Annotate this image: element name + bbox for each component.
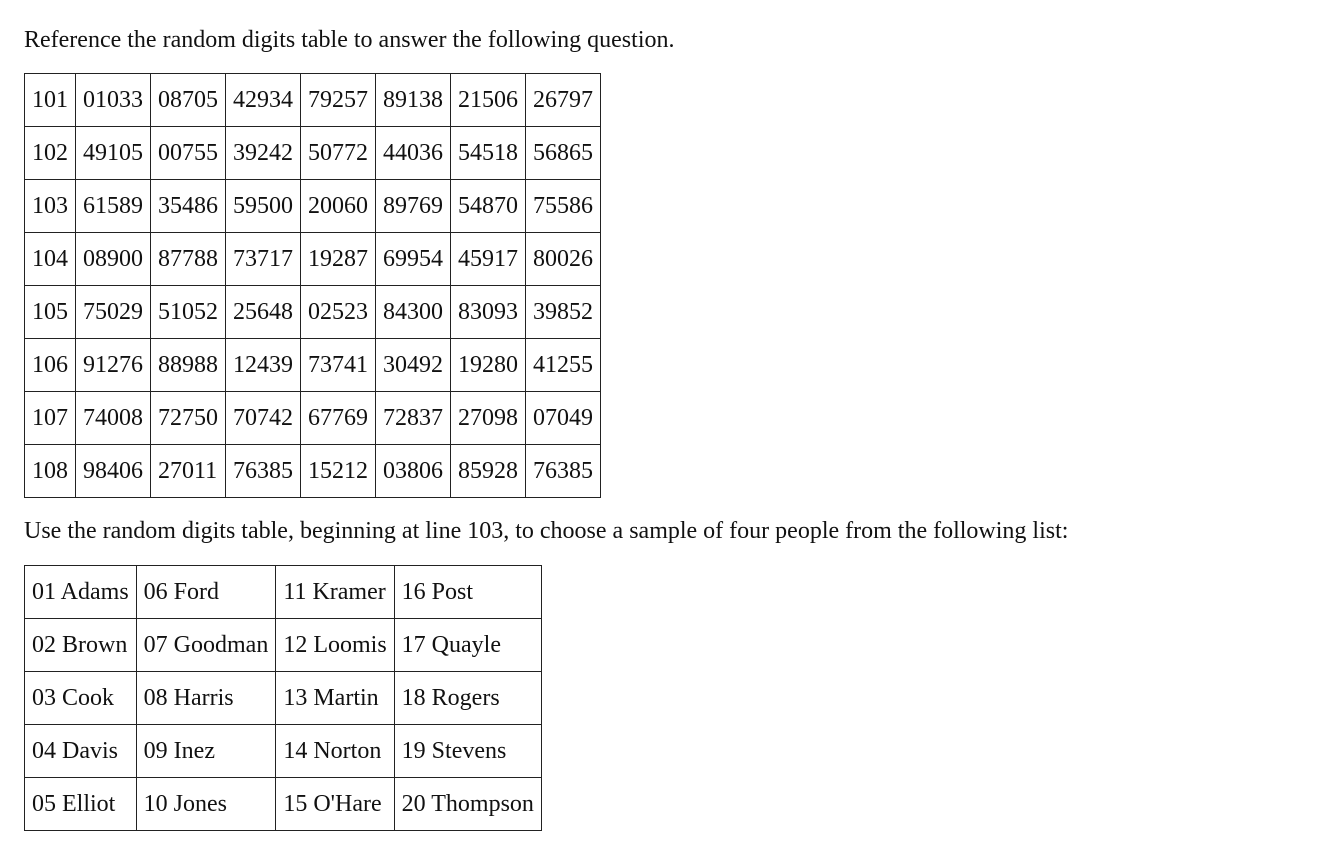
digits-cell: 26797: [526, 74, 601, 127]
line-number-cell: 102: [25, 127, 76, 180]
digits-cell: 73741: [301, 339, 376, 392]
person-cell: 09 Inez: [136, 725, 276, 778]
digits-cell: 85928: [451, 445, 526, 498]
digits-cell: 59500: [226, 180, 301, 233]
person-cell: 03 Cook: [25, 672, 137, 725]
digits-cell: 69954: [376, 233, 451, 286]
person-cell: 13 Martin: [276, 672, 394, 725]
line-number-cell: 104: [25, 233, 76, 286]
person-cell: 17 Quayle: [394, 619, 541, 672]
table-row: [25, 725, 542, 778]
digits-cell: 54518: [451, 127, 526, 180]
digits-cell: 76385: [226, 445, 301, 498]
digits-cell: 27098: [451, 392, 526, 445]
digits-cell: 08705: [151, 74, 226, 127]
digits-cell: 87788: [151, 233, 226, 286]
digits-cell: 00755: [151, 127, 226, 180]
digits-cell: 98406: [76, 445, 151, 498]
person-cell: 16 Post: [394, 566, 541, 619]
digits-cell: 08900: [76, 233, 151, 286]
random-digits-table-body: [25, 74, 601, 498]
digits-cell: 49105: [76, 127, 151, 180]
intro-text: Reference the random digits table to answer the following question.: [24, 27, 675, 53]
line-number-cell: 101: [25, 74, 76, 127]
digits-cell: 72750: [151, 392, 226, 445]
digits-cell: 15212: [301, 445, 376, 498]
digits-cell: 91276: [76, 339, 151, 392]
digits-cell: 20060: [301, 180, 376, 233]
table-row: [25, 127, 601, 180]
person-cell: 19 Stevens: [394, 725, 541, 778]
digits-cell: 61589: [76, 180, 151, 233]
digits-cell: 01033: [76, 74, 151, 127]
digits-cell: 51052: [151, 286, 226, 339]
digits-cell: 03806: [376, 445, 451, 498]
person-cell: 05 Elliot: [25, 778, 137, 831]
digits-cell: 21506: [451, 74, 526, 127]
digits-cell: 35486: [151, 180, 226, 233]
table-row: [25, 74, 601, 127]
table-row: [25, 392, 601, 445]
line-number-cell: 108: [25, 445, 76, 498]
table-row: [25, 778, 542, 831]
person-cell: 04 Davis: [25, 725, 137, 778]
table-row: [25, 286, 601, 339]
digits-cell: 50772: [301, 127, 376, 180]
person-cell: 18 Rogers: [394, 672, 541, 725]
person-cell: 08 Harris: [136, 672, 276, 725]
random-digits-table: [24, 73, 601, 498]
digits-cell: 70742: [226, 392, 301, 445]
digits-cell: 25648: [226, 286, 301, 339]
line-number-cell: 107: [25, 392, 76, 445]
person-cell: 11 Kramer: [276, 566, 394, 619]
person-cell: 12 Loomis: [276, 619, 394, 672]
digits-cell: 07049: [526, 392, 601, 445]
table-row: [25, 180, 601, 233]
table-row: [25, 619, 542, 672]
line-number-cell: 103: [25, 180, 76, 233]
digits-cell: 44036: [376, 127, 451, 180]
line-number-cell: 105: [25, 286, 76, 339]
people-list-table-body: [25, 566, 542, 831]
table-row: [25, 445, 601, 498]
person-cell: 01 Adams: [25, 566, 137, 619]
digits-cell: 89138: [376, 74, 451, 127]
digits-cell: 79257: [301, 74, 376, 127]
digits-cell: 30492: [376, 339, 451, 392]
digits-cell: 84300: [376, 286, 451, 339]
person-cell: 15 O'Hare: [276, 778, 394, 831]
digits-cell: 83093: [451, 286, 526, 339]
digits-cell: 27011: [151, 445, 226, 498]
digits-cell: 39852: [526, 286, 601, 339]
table-row: [25, 339, 601, 392]
person-cell: 02 Brown: [25, 619, 137, 672]
person-cell: 20 Thompson: [394, 778, 541, 831]
digits-cell: 19280: [451, 339, 526, 392]
digits-cell: 76385: [526, 445, 601, 498]
digits-cell: 72837: [376, 392, 451, 445]
people-list-table: [24, 565, 542, 831]
digits-cell: 19287: [301, 233, 376, 286]
table-row: [25, 566, 542, 619]
digits-cell: 45917: [451, 233, 526, 286]
digits-cell: 42934: [226, 74, 301, 127]
digits-cell: 88988: [151, 339, 226, 392]
digits-cell: 74008: [76, 392, 151, 445]
digits-cell: 54870: [451, 180, 526, 233]
line-number-cell: 106: [25, 339, 76, 392]
table-row: [25, 672, 542, 725]
digits-cell: 75586: [526, 180, 601, 233]
table-row: [25, 233, 601, 286]
person-cell: 14 Norton: [276, 725, 394, 778]
instructions-text: Use the random digits table, beginning at line 103, to choose a sample of four people from the following list:: [24, 518, 1069, 544]
digits-cell: 89769: [376, 180, 451, 233]
digits-cell: 41255: [526, 339, 601, 392]
digits-cell: 75029: [76, 286, 151, 339]
digits-cell: 67769: [301, 392, 376, 445]
digits-cell: 56865: [526, 127, 601, 180]
digits-cell: 39242: [226, 127, 301, 180]
digits-cell: 12439: [226, 339, 301, 392]
digits-cell: 80026: [526, 233, 601, 286]
person-cell: 06 Ford: [136, 566, 276, 619]
person-cell: 07 Goodman: [136, 619, 276, 672]
digits-cell: 02523: [301, 286, 376, 339]
digits-cell: 73717: [226, 233, 301, 286]
person-cell: 10 Jones: [136, 778, 276, 831]
